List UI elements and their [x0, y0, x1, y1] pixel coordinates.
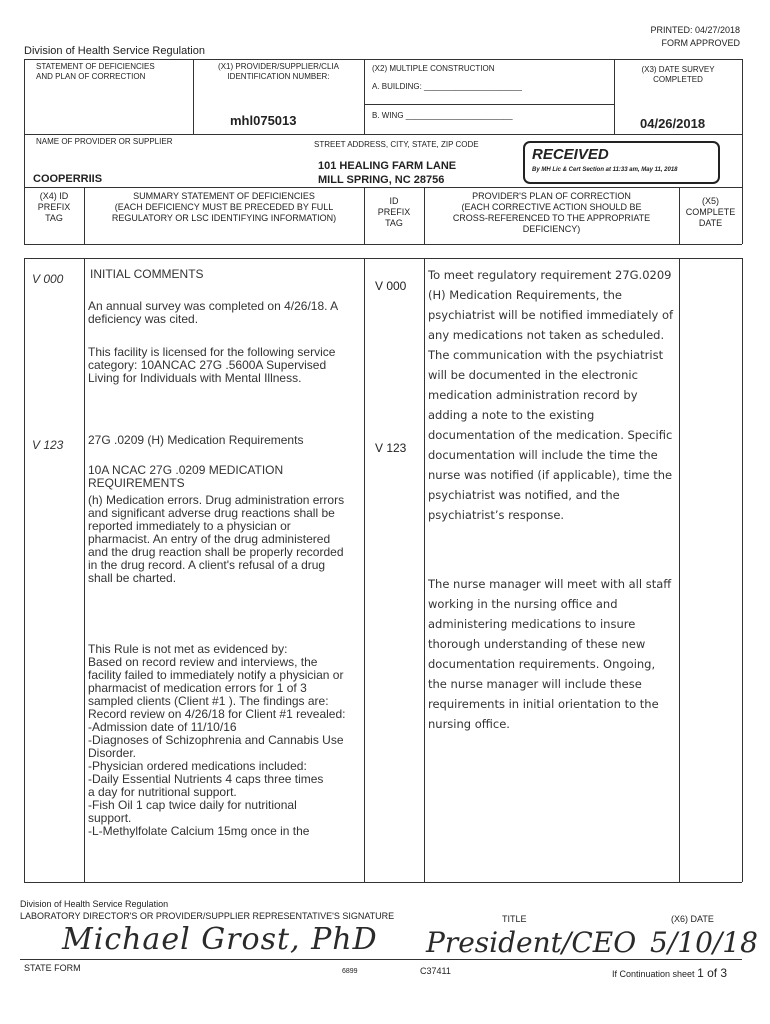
v123-rule: 10A NCAC 27G .0209 MEDICATION REQUIREMENTS [88, 463, 284, 490]
x1-label: (X1) PROVIDER/SUPPLIER/CLIA IDENTIFICATION NUMBER: [218, 62, 339, 81]
col-x5-header: (X5) COMPLETE DATE [685, 196, 736, 228]
provider-id: mhl075013 [230, 113, 297, 128]
provider-name: COOPERRIIS [33, 173, 103, 185]
initial-comments-p2: This facility is licensed for the following service category: 10ANCAC 27G .5600A Supervised Living for Individuals with Mental Illness. [88, 345, 336, 385]
signature-title: President/CEO [426, 926, 637, 959]
plan-paragraph-2: The nurse manager will meet with all staff working in the nursing office and administering medications to insure thorough understanding of these new documentation requirements. Ongoing, the nurse manager will include these requirements in initial orientation to the nursing office. [428, 577, 672, 731]
address-line1: 101 HEALING FARM LANE [318, 160, 457, 172]
date-label: (X6) DATE [671, 914, 714, 924]
footer-agency: Division of Health Service Regulation [20, 899, 169, 909]
signature: Michael Grost, PhD [62, 922, 378, 957]
provider-name-label: NAME OF PROVIDER OR SUPPLIER [36, 137, 173, 146]
stamp-title: RECEIVED [532, 146, 609, 163]
x2-label: (X2) MULTIPLE CONSTRUCTION [372, 64, 495, 73]
page-counter: 1 of 3 [697, 966, 728, 980]
tag-mid-v000: V 000 [375, 279, 407, 293]
address-line2: MILL SPRING, NC 28756 [318, 174, 445, 186]
continuation-label [612, 966, 727, 980]
form-code-1: 6899 [342, 968, 358, 975]
received-stamp [523, 141, 720, 184]
x3-label: (X3) DATE SURVEY COMPLETED [641, 65, 715, 84]
form-code-2: C37411 [420, 966, 451, 976]
v123-rule-text: (h) Medication errors. Drug administration errors and significant adverse drug reactions shall be reported immediately to a physician or pharmacist. An entry of the drug administered and the drug reaction shall be properly recorded in the drug record. A client's refusal of a drug shall be charted. [88, 493, 345, 585]
survey-date: 04/26/2018 [640, 116, 706, 131]
agency-name: Division of Health Service Regulation [24, 45, 205, 57]
stamp-subtitle: By MH Lic & Cert Section at 11:33 am, May 11, 2018 [532, 167, 678, 173]
initial-comments-p1: An annual survey was completed on 4/26/18. A deficiency was cited. [88, 299, 339, 326]
signature-line [20, 959, 742, 960]
statement-label: STATEMENT OF DEFICIENCIES AND PLAN OF CORRECTION [36, 62, 155, 81]
tag-mid-v123: V 123 [375, 441, 407, 455]
initial-comments-title: INITIAL COMMENTS [90, 267, 204, 281]
form-status: FORM APPROVED [661, 38, 740, 48]
col-summary-header: SUMMARY STATEMENT OF DEFICIENCIES (EACH DEFICIENCY MUST BE PRECEDED BY FULL REGULATORY OR LSC IDENTIFYING INFORMATION) [111, 191, 337, 223]
signature-date: 5/10/18 [650, 926, 758, 959]
wing-label: B. WING ________________________ [372, 111, 513, 120]
col-id-header: ID PREFIX TAG [377, 196, 411, 228]
title-label: TITLE [502, 914, 527, 924]
address-label: STREET ADDRESS, CITY, STATE, ZIP CODE [314, 140, 479, 149]
tag-left-v000: V 000 [32, 272, 64, 286]
signature-label: LABORATORY DIRECTOR'S OR PROVIDER/SUPPLIER REPRESENTATIVE'S SIGNATURE [20, 911, 395, 921]
v123-title: 27G .0209 (H) Medication Requirements [88, 433, 304, 447]
building-label: A. BUILDING: ______________________ [372, 82, 522, 91]
plan-paragraph-1: To meet regulatory requirement 27G.0209 (H) Medication Requirements, the psychiatrist will be notified immediately of any medications not taken as scheduled. The communication with the psychiatrist will be documented in the electronic medication administration record by adding a note to the existing documentation of the medication. Specific documentation will include the time the nurse was notified (if applicable), time the psychiatrist was notified, and the psychiatrist’s response. [428, 268, 674, 522]
col-x4-header: (X4) ID PREFIX TAG [37, 191, 71, 223]
tag-left-v123: V 123 [32, 438, 64, 452]
col-plan-header: PROVIDER'S PLAN OF CORRECTION (EACH CORRECTIVE ACTION SHOULD BE CROSS-REFERENCED TO THE APPROPRIATE DEFICIENCY) [452, 191, 651, 234]
printed-date: PRINTED: 04/27/2018 [650, 25, 740, 35]
evidence-text: This Rule is not met as evidenced by: Based on record review and interviews, the facility failed to immediately notify a physician or pharmacist of medication errors for 1 of 3 sampled clients (Client #1 ). The findings are: Record review on 4/26/18 for Client #1 revealed: -Admission date of 11/10/16 -Diagnoses of Schizophrenia and Cannabis Use Disorder. -Physician ordered medications included: -Daily Essential Nutrients 4 caps three times a day for nutritional support. -Fish Oil 1 cap twice daily for nutritional support. -L-Methylfolate Calcium 15mg once in the [88, 642, 346, 838]
continuation-prefix: If Continuation sheet [612, 969, 695, 979]
state-form-label: STATE FORM [24, 963, 81, 973]
